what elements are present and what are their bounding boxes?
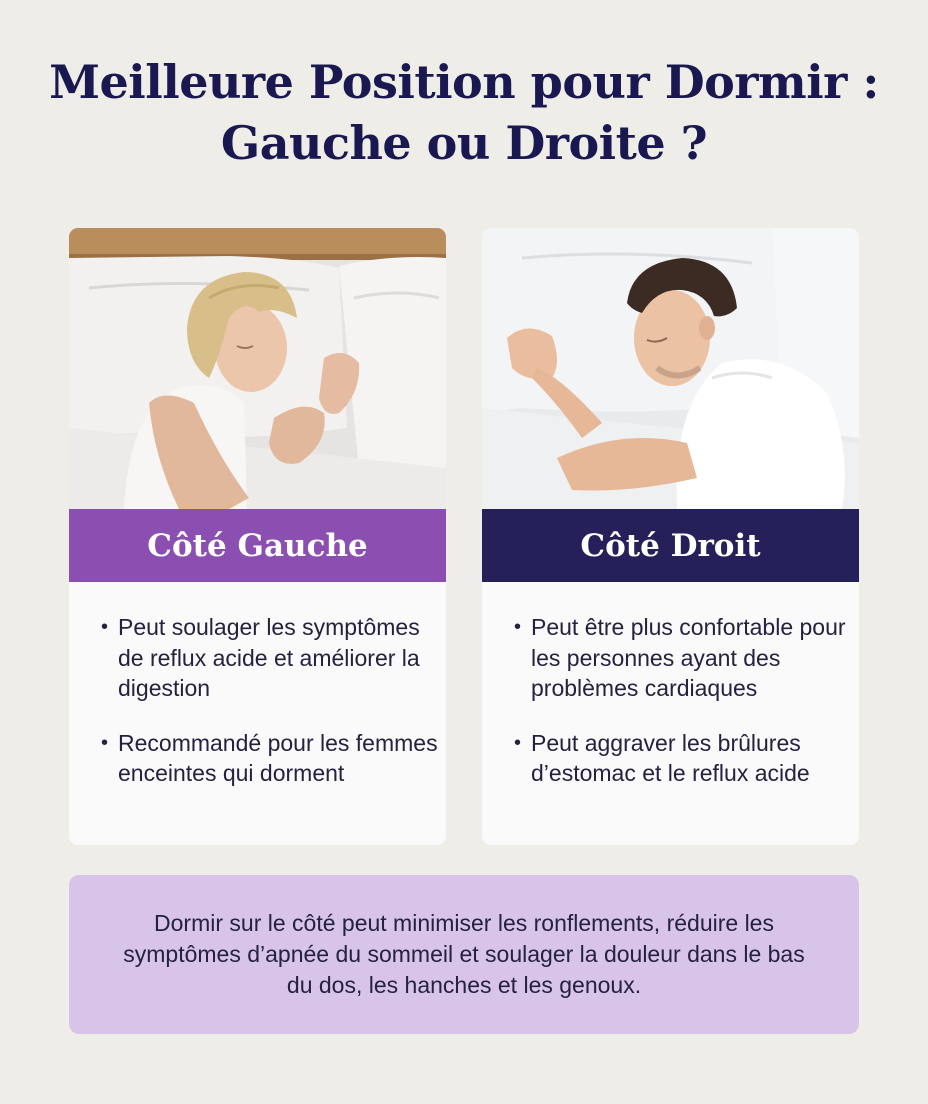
page-title	[0, 52, 928, 174]
list-item	[512, 612, 852, 704]
list-item	[99, 612, 439, 704]
bullet-icon: •	[514, 616, 522, 638]
right-side-card	[482, 228, 859, 845]
left-side-benefits-list	[99, 612, 439, 813]
summary-note-box	[69, 875, 859, 1034]
right-side-heading: Côté Droit	[482, 509, 859, 582]
bullet-icon: •	[101, 731, 109, 754]
list-item	[512, 728, 852, 789]
man-sleeping-photo	[482, 228, 859, 509]
bullet-icon: •	[514, 731, 522, 754]
list-item-text: Peut être plus confortable pour les personnes ayant des problèmes cardiaques	[531, 614, 846, 701]
list-item	[99, 728, 439, 789]
left-side-heading: Côté Gauche	[69, 509, 446, 582]
summary-note-text: Dormir sur le côté peut minimiser les ronflements, réduire les symptômes d’apnée du sommeil et soulager la douleur dans le bas du dos, les hanches et les genoux.	[123, 910, 805, 998]
list-item-text: Peut aggraver les brûlures d’estomac et le reflux acide	[531, 729, 810, 786]
list-item-text: Peut soulager les symptômes de reflux acide et améliorer la digestion	[118, 614, 420, 701]
right-side-benefits-list	[512, 612, 852, 813]
title-line-1: Meilleure Position pour Dormir :	[49, 55, 879, 109]
list-item-text: Recommandé pour les femmes enceintes qui dorment	[118, 729, 438, 786]
title-line-2: Gauche ou Droite ?	[220, 116, 708, 170]
bullet-icon: •	[101, 616, 109, 638]
left-side-card	[69, 228, 446, 845]
woman-sleeping-photo	[69, 228, 446, 509]
